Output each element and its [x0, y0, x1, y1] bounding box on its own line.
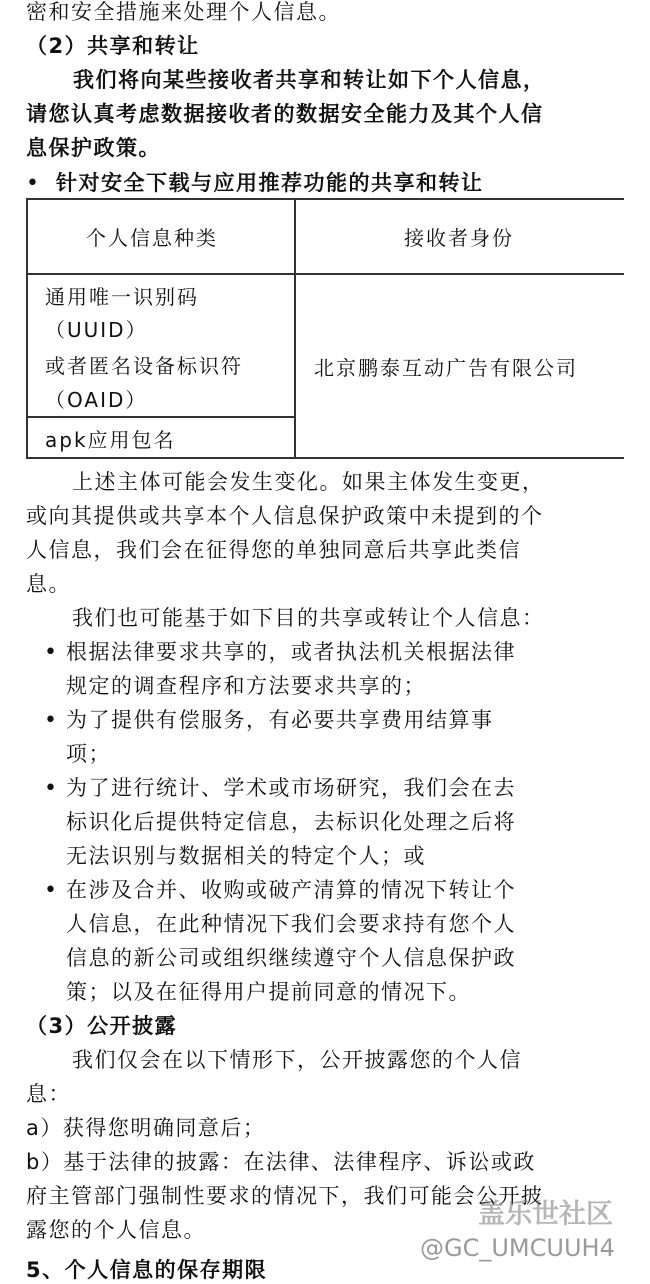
paragraph-line: 我们也可能基于如下目的共享或转让个人信息： [72, 606, 545, 630]
paragraph-line: 我们将向某些接收者共享和转让如下个人信息， [73, 68, 546, 92]
table-cell-receiver: 北京鹏泰互动广告有限公司 [314, 356, 578, 380]
paragraph-line: b）基于法律的披露：在法律、法律程序、诉讼或政 [26, 1150, 536, 1174]
bullet-heading: 针对安全下载与应用推荐功能的共享和转让 [56, 171, 484, 195]
bullet-icon: • [44, 708, 57, 733]
paragraph-line: 上述主体可能会发生变化。如果主体发生变更， [72, 470, 545, 494]
list-item-line: 人信息，在此种情况下我们会要求持有您个人 [66, 912, 516, 936]
list-item-line: 为了提供有偿服务，有必要共享费用结算事 [66, 708, 494, 732]
bullet-icon: • [44, 878, 57, 903]
bullet-icon: • [26, 171, 39, 196]
list-item-line: 根据法律要求共享的，或者执法机关根据法律 [66, 640, 516, 664]
paragraph-line: 我们仅会在以下情形下，公开披露您的个人信 [72, 1048, 522, 1072]
table-cell: 或者匿名设备标识符 [45, 354, 243, 378]
section-heading-disclosure: （3）公开披露 [26, 1014, 178, 1038]
table-header-info-type: 个人信息种类 [86, 226, 218, 250]
list-item-line: 标识化后提供特定信息，去标识化处理之后将 [66, 810, 516, 834]
table-cell: 通用唯一识别码 [45, 285, 199, 309]
table-cell: （UUID） [45, 318, 148, 342]
list-item-line: 规定的调查程序和方法要求共享的； [66, 674, 426, 698]
list-item-line: 策；以及在征得用户提前同意的情况下。 [66, 980, 471, 1004]
table-divider-header [26, 273, 624, 275]
paragraph-line: 请您认真考虑数据接收者的数据安全能力及其个人信 [26, 102, 544, 126]
watermark-site: 盖乐世社区 [478, 1199, 613, 1230]
paragraph-line: a）获得您明确同意后； [26, 1116, 266, 1140]
list-item-line: 无法识别与数据相关的特定个人；或 [66, 844, 426, 868]
paragraph-line: 或向其提供或共享本个人信息保护政策中未提到的个 [26, 504, 544, 528]
bullet-icon: • [44, 776, 57, 801]
list-item-line: 项； [66, 742, 111, 766]
paragraph-line: 露您的个人信息。 [26, 1218, 206, 1242]
table-divider-vertical [294, 198, 296, 459]
section-heading-retention: 5、个人信息的保存期限 [26, 1258, 268, 1282]
paragraph-line: 人信息，我们会在征得您的单独同意后共享此类信 [26, 538, 521, 562]
table-divider-row [26, 416, 296, 418]
table-cell: （OAID） [45, 388, 148, 412]
paragraph-line: 息。 [26, 572, 71, 596]
list-item-line: 信息的新公司或组织继续遵守个人信息保护政 [66, 946, 516, 970]
list-item-line: 为了进行统计、学术或市场研究，我们会在去 [66, 776, 516, 800]
watermark-user: @GC_UMCUUH4 [420, 1234, 615, 1262]
paragraph-line: 府主管部门强制性要求的情况下，我们可能会公开披 [26, 1184, 544, 1208]
table-header-receiver: 接收者身份 [404, 226, 514, 250]
list-item-line: 在涉及合并、收购或破产清算的情况下转让个 [66, 878, 516, 902]
line: 密和安全措施来处理个人信息。 [26, 0, 341, 24]
paragraph-line: 息： [26, 1082, 71, 1106]
table-cell: apk应用包名 [45, 428, 176, 452]
section-heading-sharing: （2）共享和转让 [26, 34, 200, 58]
paragraph-line: 息保护政策。 [26, 136, 161, 160]
bullet-icon: • [44, 640, 57, 665]
